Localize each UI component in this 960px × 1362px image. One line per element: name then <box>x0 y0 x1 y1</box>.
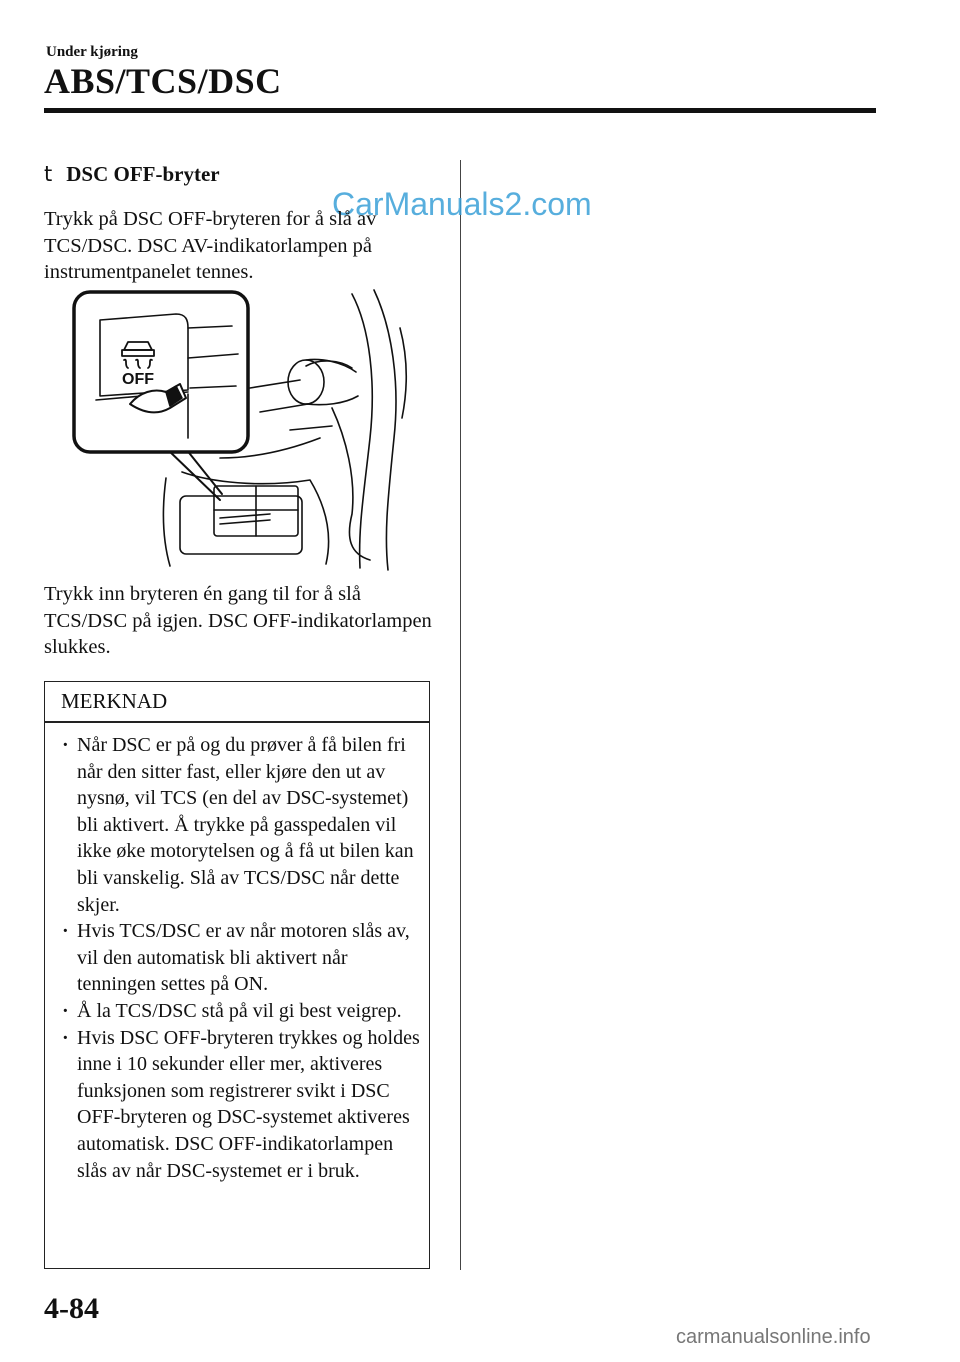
note-item: · Å la TCS/DSC stå på vil gi best veigrep. <box>61 998 421 1025</box>
watermark-top: CarManuals2.com <box>332 186 592 222</box>
section-marker: t <box>44 162 53 186</box>
note-item: · Hvis TCS/DSC er av når motoren slås av, vil den automatisk bli aktivert når tenningen settes på ON. <box>61 918 421 998</box>
paragraph-reactivate: Trykk inn bryteren én gang til for å slå TCS/DSC på igjen. DSC OFF-indikatorlampen slukkes. <box>44 583 432 658</box>
page-title: ABS/TCS/DSC <box>44 61 282 101</box>
paragraph-intro: Trykk på DSC OFF-bryteren for å slå av TCS/DSC. DSC AV-indikatorlampen på instrumentpanelet tennes. <box>44 208 377 283</box>
note-box <box>44 681 430 1269</box>
sub-heading-text: DSC OFF-bryter <box>66 162 220 186</box>
sub-heading <box>44 162 220 187</box>
note-item: · Hvis DSC OFF-bryteren trykkes og holdes inne i 10 sekunder eller mer, aktiveres funksjonen som registrerer svikt i DSC OFF-bryteren og DSC-systemet aktiveres automatisk. DSC OFF-indikatorlampen slås av når DSC-systemet er i bruk. <box>61 1025 421 1185</box>
switch-off-label: OFF <box>122 371 154 388</box>
note-divider <box>45 721 429 723</box>
watermark-bottom: carmanualsonline.info <box>676 1326 871 1348</box>
note-list <box>61 732 421 1184</box>
note-title: MERKNAD <box>61 689 168 713</box>
page-number: 4-84 <box>44 1292 99 1325</box>
section-label: Under kjøring <box>46 44 138 60</box>
column-divider <box>460 160 461 1270</box>
heading-rule <box>44 108 876 113</box>
note-item: · Når DSC er på og du prøver å få bilen fri når den sitter fast, eller kjøre den ut av nysnø, vil TCS (en del av DSC-systemet) bli aktivert. Å trykke på gasspedalen vil ikke øke motorytelsen og å få ut bilen kan bli vanskelig. Slå av TCS/DSC når dette skjer. <box>61 732 421 918</box>
dsc-off-switch-illustration <box>70 288 416 574</box>
